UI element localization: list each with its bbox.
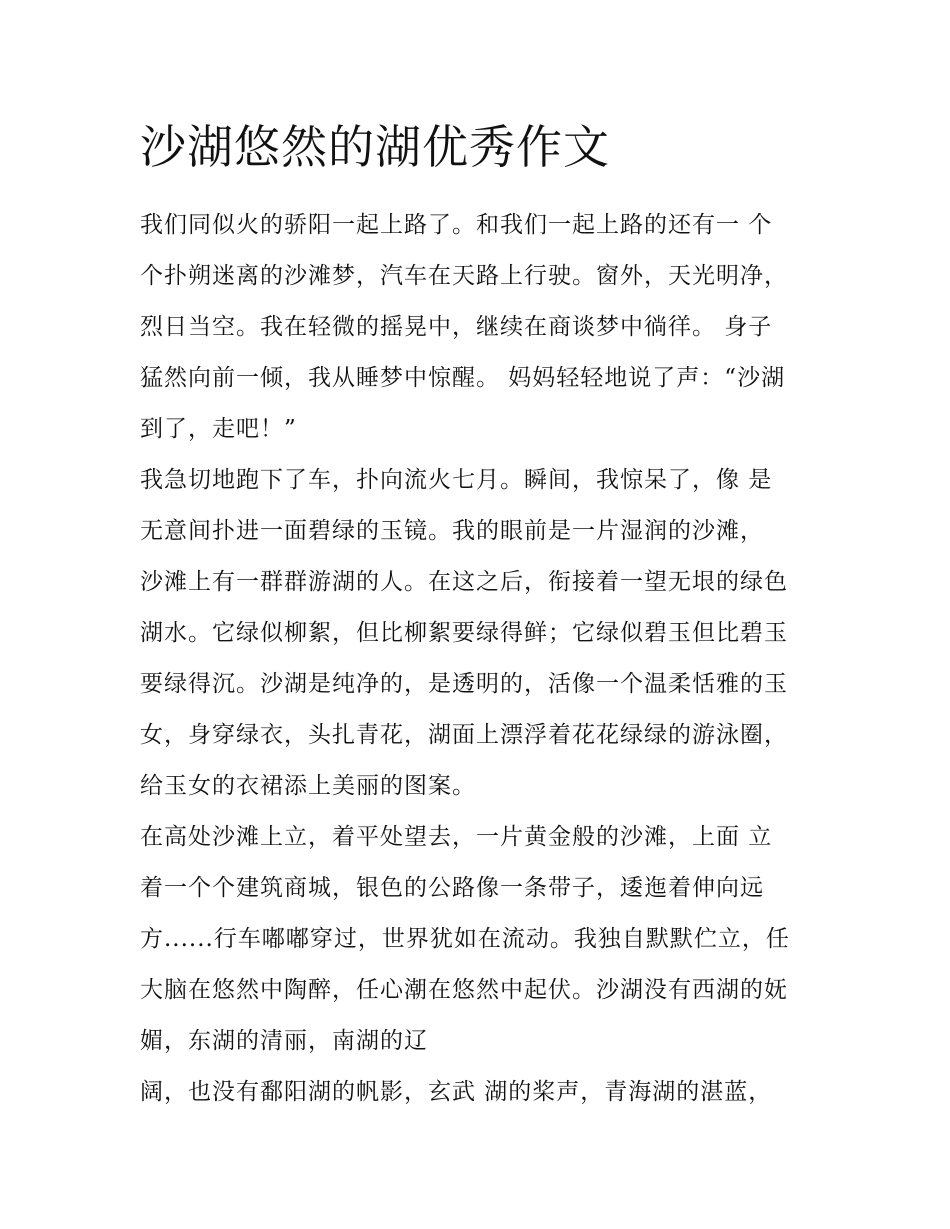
text-line: 沙滩上有一群群游湖的人。在这之后，衔接着一望无垠的绿色 — [140, 569, 788, 595]
text-line: 我们同似火的骄阳一起上路了。和我们一起上路的还有一 个 — [140, 212, 773, 238]
text-line: 猛然向前一倾，我从睡梦中惊醒。 妈妈轻轻地说了声：“沙湖 — [140, 365, 786, 391]
page-title: 沙湖悠然的湖优秀作文 — [140, 120, 610, 174]
text-line: 湖水。它绿似柳絮，但比柳絮要绿得鲜；它绿似碧玉但比碧玉 — [140, 620, 788, 646]
text-line: 烈日当空。我在轻微的摇晃中，继续在商谈梦中徜徉。 身子 — [140, 314, 773, 340]
text-line: 要绿得沉。沙湖是纯净的，是透明的，活像一个温柔恬雅的玉 — [140, 671, 788, 697]
text-line: 媚，东湖的清丽，南湖的辽 — [140, 1028, 428, 1054]
text-line: 女，身穿绿衣，头扎青花，湖面上漂浮着花花绿绿的游泳圈， — [140, 722, 788, 748]
essay-body — [140, 200, 820, 1118]
text-line: 个扑朔迷离的沙滩梦，汽车在天路上行驶。窗外，天光明净， — [140, 263, 788, 289]
text-line: 我急切地跑下了车，扑向流火七月。瞬间，我惊呆了，像 是 — [140, 467, 773, 493]
text-line: 无意间扑进一面碧绿的玉镜。我的眼前是一片湿润的沙滩， — [140, 518, 764, 544]
text-line: 在高处沙滩上立，着平处望去，一片黄金般的沙滩，上面 立 — [140, 824, 773, 850]
text-line: 方......行车嘟嘟穿过，世界犹如在流动。我独自默默伫立，任 — [140, 926, 790, 952]
text-line: 着一个个建筑商城，银色的公路像一条带子，逶迤着伸向远 — [140, 875, 764, 901]
text-line: 大脑在悠然中陶醉，任心潮在悠然中起伏。沙湖没有西湖的妩 — [140, 977, 788, 1003]
text-line: 阔，也没有鄱阳湖的帆影，玄武 湖的桨声，青海湖的湛蓝， — [140, 1079, 773, 1105]
text-line: 到了，走吧！” — [140, 416, 297, 442]
text-line: 给玉女的衣裙添上美丽的图案。 — [140, 773, 476, 799]
